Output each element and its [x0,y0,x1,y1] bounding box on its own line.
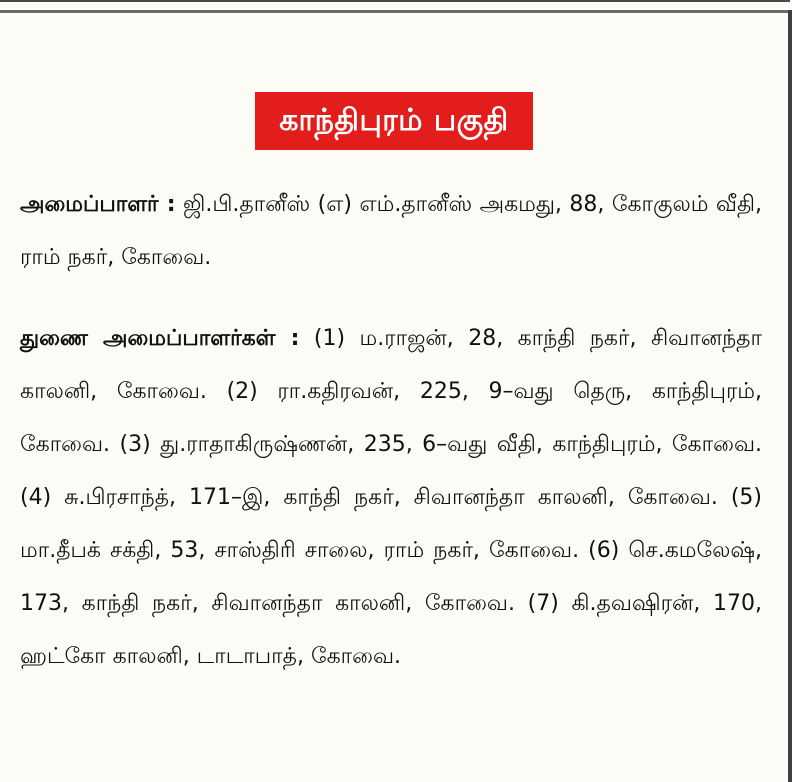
right-margin [792,0,800,782]
frame-top-line [0,0,790,2]
frame-rule [0,10,790,13]
article-body [20,178,762,683]
organizer-paragraph [20,178,762,284]
organizer-text: ஜி.பி.தானீஸ் (எ) எம்.தானீஸ் அகமது, 88, கோகுலம் வீதி, ராம் நகர், கோவை. [20,192,762,270]
title-container [0,92,788,150]
deputy-organizers-text: (1) ம.ராஜன், 28, காந்தி நகர், சிவானந்தா காலனி, கோவை. (2) ரா.கதிரவன், 225, 9–வது தெரு, காந்திபுரம், கோவை. (3) து.ராதாகிருஷ்ணன், 235, 6–வது வீதி, காந்திபுரம், கோவை. (4) சு.பிரசாந்த், 171–இ, காந்தி நகர், சிவானந்தா காலனி, கோவை. (5) மா.தீபக் சக்தி, 53, சாஸ்திரி சாலை, ராம் நகர், கோவை. (6) செ.கமலேஷ், 173, காந்தி நகர், சிவானந்தா காலனி, கோவை. (7) கி.தவஷிரன், 170, ஹட்கோ காலனி, டாடாபாத், கோவை. [20,326,763,669]
deputy-organizers-paragraph [20,312,762,683]
section-title: காந்திபுரம் பகுதி [255,92,533,150]
organizer-label: அமைப்பாளர் : [20,192,176,217]
deputy-organizers-label: துணை அமைப்பாளர்கள் : [20,326,300,351]
